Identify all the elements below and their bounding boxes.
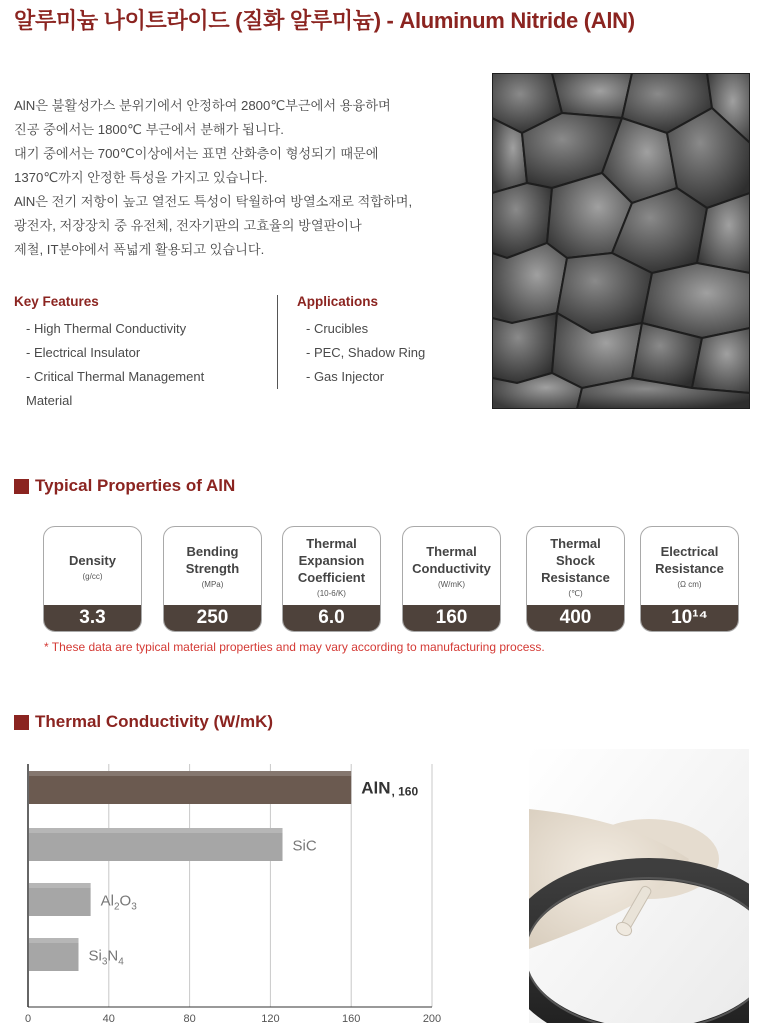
aln-products-image bbox=[529, 749, 749, 1023]
thermal-conductivity-chart bbox=[14, 758, 454, 1029]
intro-line: 제철, IT분야에서 폭넓게 활용되고 있습니다. bbox=[14, 242, 265, 257]
heading-square-icon bbox=[14, 715, 29, 730]
page-title: 알루미늄 나이트라이드 (질화 알루미늄) - Aluminum Nitride (AlN) bbox=[14, 8, 635, 33]
intro-line: 광전자, 저장장치 중 유전체, 전자기판의 고효율의 방열판이나 bbox=[14, 218, 362, 233]
data-disclaimer-note: * These data are typical material properties and may vary according to manufacturing process. bbox=[44, 640, 545, 654]
property-value: 10¹⁴ bbox=[641, 605, 738, 631]
property-unit: (Ω cm) bbox=[677, 580, 702, 589]
property-card bbox=[640, 526, 739, 632]
intro-line: 1370℃까지 안정한 특성을 가지고 있습니다. bbox=[14, 170, 268, 185]
property-name: Electrical bbox=[660, 544, 719, 559]
intro-text bbox=[14, 94, 474, 262]
property-unit: (MPa) bbox=[201, 580, 224, 589]
feature-item: - Electrical Insulator bbox=[26, 345, 141, 360]
intro-line: 대기 중에서는 700℃이상에서는 표면 산화층이 형성되기 때문에 bbox=[14, 146, 379, 161]
property-card bbox=[402, 526, 501, 632]
property-name: Bending bbox=[186, 544, 239, 559]
intro-line: 진공 중에서는 1800℃ 부근에서 분해가 됩니다. bbox=[14, 122, 284, 137]
x-tick-label: 80 bbox=[183, 1013, 196, 1024]
property-value: 160 bbox=[403, 605, 500, 631]
property-name: Conductivity bbox=[412, 561, 491, 576]
property-name: Shock bbox=[555, 552, 595, 568]
property-value: 400 bbox=[527, 605, 624, 631]
property-card bbox=[282, 526, 381, 632]
property-name: Thermal bbox=[426, 544, 477, 559]
property-label-area bbox=[527, 527, 624, 605]
bar-category-label: $Si_3N_4$ bbox=[88, 947, 124, 968]
thermal-conductivity-heading-text: Thermal Conductivity (W/mK) bbox=[35, 712, 274, 731]
property-card bbox=[526, 526, 625, 632]
typical-properties-heading-text: Typical Properties of AlN bbox=[35, 476, 236, 495]
property-value: 3.3 bbox=[44, 605, 141, 631]
intro-line: AlN은 전기 저항이 높고 열전도 특성이 탁월하여 방열소재로 적합하며, bbox=[14, 194, 413, 209]
bar-category-label: AlN, 160 bbox=[361, 778, 419, 799]
applications bbox=[297, 294, 425, 389]
sem-microstructure-image bbox=[492, 73, 750, 409]
thermal-conductivity-chart-svg bbox=[14, 758, 454, 1024]
chart-bar-highlight bbox=[29, 883, 91, 888]
chart-bar-highlight bbox=[29, 938, 79, 943]
intro-line: AlN은 불활성가스 분위기에서 안정하여 2800℃부근에서 용융하며 bbox=[14, 98, 391, 113]
property-name: Density bbox=[69, 552, 116, 568]
application-item: - PEC, Shadow Ring bbox=[306, 345, 426, 360]
key-features-title: Key Features bbox=[14, 294, 99, 309]
property-label-area bbox=[403, 527, 500, 605]
property-card bbox=[43, 526, 142, 632]
property-unit: (W/mK) bbox=[437, 580, 466, 589]
property-name: Thermal bbox=[306, 535, 357, 551]
feature-item: Material bbox=[26, 393, 73, 408]
application-item: - Gas Injector bbox=[306, 369, 385, 384]
heading-square-icon bbox=[14, 479, 29, 494]
property-name: Coefficient bbox=[297, 569, 366, 585]
feature-item: - Critical Thermal Management bbox=[26, 369, 205, 384]
features-divider bbox=[277, 295, 278, 389]
property-unit: (℃) bbox=[568, 588, 583, 598]
chart-bar-highlight bbox=[29, 771, 351, 776]
application-item: - Crucibles bbox=[306, 321, 369, 336]
typical-properties-heading bbox=[14, 476, 235, 496]
property-name: Resistance bbox=[541, 569, 610, 585]
property-value: 6.0 bbox=[283, 605, 380, 631]
property-unit: (10-6/K) bbox=[317, 588, 346, 598]
applications-title: Applications bbox=[297, 294, 379, 309]
x-tick-label: 160 bbox=[342, 1013, 361, 1024]
property-value: 250 bbox=[164, 605, 261, 631]
bar-category-label: $Al_2O_3$ bbox=[100, 892, 137, 913]
thermal-conductivity-heading bbox=[14, 712, 273, 732]
property-label-area bbox=[641, 527, 738, 605]
key-features bbox=[14, 294, 204, 413]
property-label-area bbox=[44, 527, 141, 605]
x-tick-label: 0 bbox=[24, 1013, 32, 1024]
x-tick-label: 200 bbox=[422, 1013, 442, 1024]
x-tick-label: 120 bbox=[261, 1013, 280, 1024]
feature-item: - High Thermal Conductivity bbox=[26, 321, 187, 336]
property-label-area bbox=[283, 527, 380, 605]
x-tick-label: 40 bbox=[102, 1013, 115, 1024]
property-card bbox=[163, 526, 262, 632]
property-unit: (g/cc) bbox=[82, 571, 103, 581]
property-name: Expansion bbox=[298, 552, 365, 568]
property-name: Resistance bbox=[655, 561, 724, 576]
chart-bar-highlight bbox=[29, 828, 283, 833]
property-name: Thermal bbox=[550, 535, 601, 551]
bar-category-label: SiC bbox=[292, 837, 317, 855]
property-name: Strength bbox=[185, 561, 240, 576]
property-label-area bbox=[164, 527, 261, 605]
